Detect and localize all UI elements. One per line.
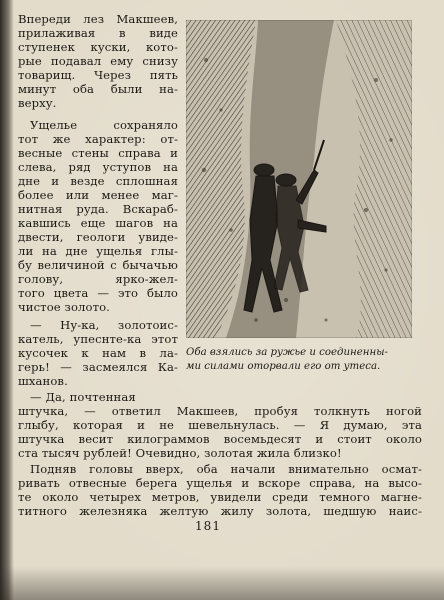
page-bottom-shadow xyxy=(0,566,444,600)
text-line: кавшись еще шагов на xyxy=(18,216,178,230)
text-line: — Ну-ка, золотоис- xyxy=(30,318,178,332)
text-line: титного железняка желтую жилу золота, шедшую наис- xyxy=(18,504,422,518)
text-line: рые подавал ему снизу xyxy=(18,54,178,68)
text-line: товарищ. Через пять xyxy=(18,68,178,82)
text-line: дне и везде сплошная xyxy=(18,174,178,188)
text-line: — Да, почтенная xyxy=(30,390,136,404)
text-line: кусочек к нам в ла- xyxy=(18,346,178,360)
text-line: Впереди лез Макшеев, xyxy=(18,12,178,26)
text-line: ста тысяч рублей! Очевидно, золотая жила близко! xyxy=(18,446,342,460)
text-line: Ущелье сохраняло xyxy=(30,118,178,132)
text-line: ли на дне ущелья глы- xyxy=(18,244,178,258)
text-line: ступенек куски, кото- xyxy=(18,40,178,54)
text-line: штучка весит килограммов восемьдесят и стоит около xyxy=(18,432,422,446)
text-line: весные стены справа и xyxy=(18,146,178,160)
text-line: глыбу, которая и не шевельнулась. — Я думаю, эта xyxy=(18,418,422,432)
text-line: тот же характер: от- xyxy=(18,132,178,146)
text-line: ривать отвесные берега ущелья и вскоре справа, на высо- xyxy=(18,476,422,490)
text-line: нитная руда. Вскараб- xyxy=(18,202,178,216)
text-line: верху. xyxy=(18,96,57,110)
text-line: голову, ярко-жел- xyxy=(18,272,178,286)
illustration-caption xyxy=(186,346,408,374)
text-line: того цвета — это было xyxy=(18,286,178,300)
text-line: прилаживая в виде xyxy=(18,26,178,40)
page-number: 181 xyxy=(195,519,221,533)
text-line: те около четырех метров, увидели среди темного магне- xyxy=(18,490,422,504)
text-line: шханов. xyxy=(18,374,68,388)
text-line: слева, ряд уступов на xyxy=(18,160,178,174)
text-line: Подняв головы вверх, оба начали внимательно осмат- xyxy=(30,462,422,476)
text-line: бу величиной с бычачью xyxy=(18,258,178,272)
text-line: штучка, — ответил Макшеев, пробуя толкнуть ногой xyxy=(18,404,422,418)
text-line: катель, упеснте-ка этот xyxy=(18,332,178,346)
engraving-illustration xyxy=(186,20,412,338)
page-gutter-shadow xyxy=(0,0,14,600)
text-line: чистое золото. xyxy=(18,300,110,314)
text-line: минут оба были на- xyxy=(18,82,178,96)
text-line: двести, геологи увиде- xyxy=(18,230,178,244)
text-line: более или менее маг- xyxy=(18,188,178,202)
caption-line: ми силами оторвали его от утеса. xyxy=(186,361,381,372)
caption-line: Оба взялись за ружье и соединенны- xyxy=(186,347,388,358)
text-line: герь! — засмеялся Ка- xyxy=(18,360,178,374)
